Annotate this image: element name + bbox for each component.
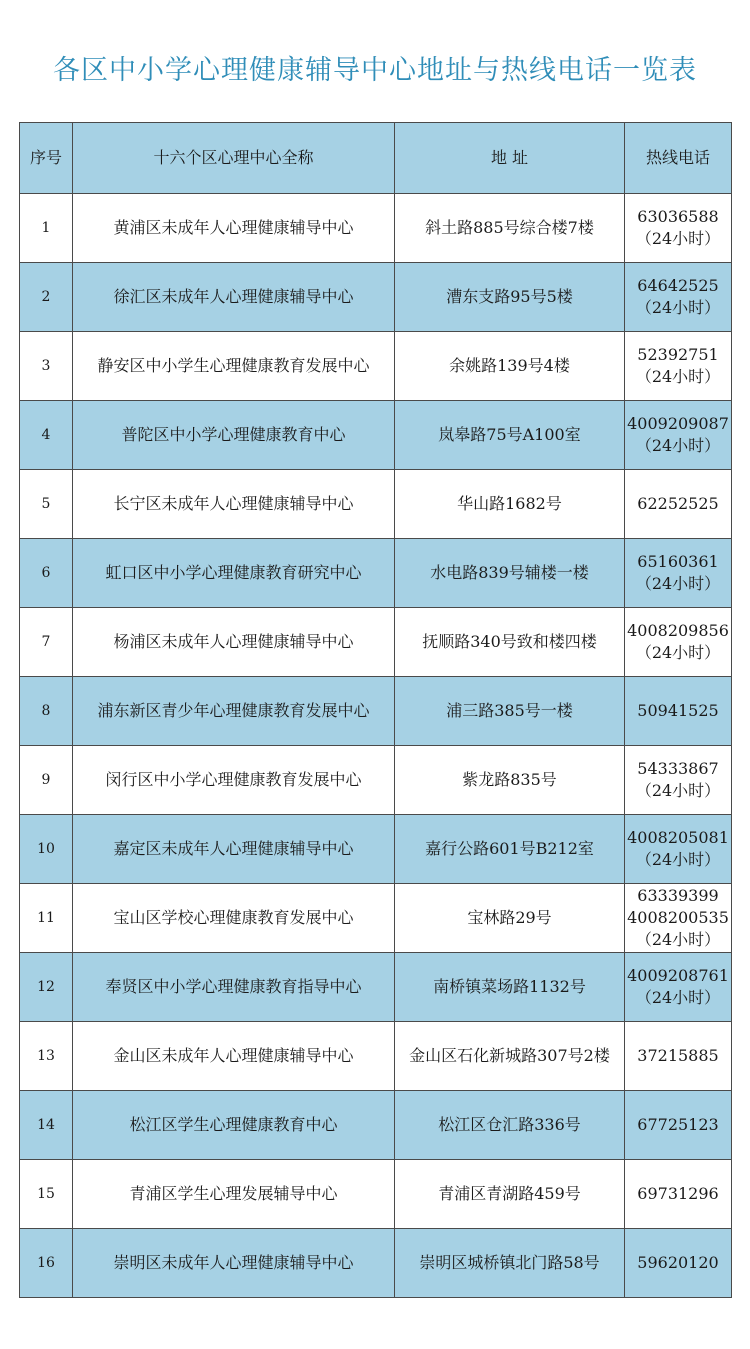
center-address: 斜土路885号综合楼7楼	[395, 194, 625, 263]
table-row	[20, 608, 732, 677]
row-number: 5	[20, 470, 73, 539]
hotline-line: （24小时）	[635, 643, 721, 662]
center-address: 宝林路29号	[395, 884, 625, 953]
hotline-cell	[625, 953, 732, 1022]
row-number: 16	[20, 1229, 73, 1298]
row-number: 6	[20, 539, 73, 608]
table-row	[20, 263, 732, 332]
row-number: 4	[20, 401, 73, 470]
table-row	[20, 194, 732, 263]
hotline-cell	[625, 332, 732, 401]
center-address: 紫龙路835号	[395, 746, 625, 815]
hotline-line: 37215885	[637, 1046, 719, 1065]
center-name: 杨浦区未成年人心理健康辅导中心	[73, 608, 395, 677]
center-address: 岚皋路75号A100室	[395, 401, 625, 470]
hotline-line: （24小时）	[635, 367, 721, 386]
center-name: 静安区中小学生心理健康教育发展中心	[73, 332, 395, 401]
center-name: 宝山区学校心理健康教育发展中心	[73, 884, 395, 953]
center-address: 嘉行公路601号B212室	[395, 815, 625, 884]
table-row	[20, 332, 732, 401]
hotline-line: 4008205081	[627, 828, 729, 847]
hotline-cell	[625, 608, 732, 677]
hotline-cell	[625, 1091, 732, 1160]
center-address: 华山路1682号	[395, 470, 625, 539]
row-number: 12	[20, 953, 73, 1022]
table-row	[20, 953, 732, 1022]
table-row	[20, 1229, 732, 1298]
hotline-line: 4008209856	[627, 621, 729, 640]
row-number: 2	[20, 263, 73, 332]
hotline-line: （24小时）	[635, 988, 721, 1007]
row-number: 1	[20, 194, 73, 263]
hotline-line: 52392751	[637, 345, 719, 364]
center-name: 普陀区中小学心理健康教育中心	[73, 401, 395, 470]
hotline-line: （24小时）	[635, 229, 721, 248]
table-row	[20, 815, 732, 884]
hotline-cell	[625, 884, 732, 953]
center-name: 松江区学生心理健康教育中心	[73, 1091, 395, 1160]
hotline-line: （24小时）	[635, 850, 721, 869]
hotline-cell	[625, 815, 732, 884]
center-name: 青浦区学生心理发展辅导中心	[73, 1160, 395, 1229]
table-row	[20, 1160, 732, 1229]
table-row	[20, 1091, 732, 1160]
row-number: 14	[20, 1091, 73, 1160]
center-name: 金山区未成年人心理健康辅导中心	[73, 1022, 395, 1091]
table-row	[20, 746, 732, 815]
center-name: 黄浦区未成年人心理健康辅导中心	[73, 194, 395, 263]
table-row	[20, 539, 732, 608]
page-title: 各区中小学心理健康辅导中心地址与热线电话一览表	[53, 55, 697, 86]
header-address: 地 址	[395, 123, 625, 194]
center-name: 长宁区未成年人心理健康辅导中心	[73, 470, 395, 539]
hotline-cell	[625, 401, 732, 470]
row-number: 10	[20, 815, 73, 884]
hotline-cell	[625, 194, 732, 263]
hotline-line: 63036588	[637, 207, 719, 226]
hotline-line: 59620120	[637, 1253, 719, 1272]
center-name: 徐汇区未成年人心理健康辅导中心	[73, 263, 395, 332]
table-row	[20, 470, 732, 539]
table-row	[20, 401, 732, 470]
hotline-line: 54333867	[637, 759, 719, 778]
row-number: 7	[20, 608, 73, 677]
center-address: 松江区仓汇路336号	[395, 1091, 625, 1160]
hotline-line: 64642525	[637, 276, 719, 295]
hotline-line: 63339399	[637, 886, 719, 905]
table-row	[20, 677, 732, 746]
hotline-line: （24小时）	[635, 930, 721, 949]
center-address: 崇明区城桥镇北门路58号	[395, 1229, 625, 1298]
hotline-line: （24小时）	[635, 781, 721, 800]
center-address: 青浦区青湖路459号	[395, 1160, 625, 1229]
hotline-table	[19, 122, 732, 1298]
header-hotline: 热线电话	[625, 123, 732, 194]
row-number: 13	[20, 1022, 73, 1091]
hotline-line: 4009208761	[627, 966, 729, 985]
table-header-row	[20, 123, 732, 194]
center-address: 余姚路139号4楼	[395, 332, 625, 401]
hotline-line: （24小时）	[635, 436, 721, 455]
hotline-cell	[625, 1022, 732, 1091]
center-address: 金山区石化新城路307号2楼	[395, 1022, 625, 1091]
hotline-line: 65160361	[637, 552, 719, 571]
row-number: 11	[20, 884, 73, 953]
table-row	[20, 884, 732, 953]
hotline-line: 62252525	[637, 494, 719, 513]
center-name: 虹口区中小学心理健康教育研究中心	[73, 539, 395, 608]
hotline-line: 69731296	[637, 1184, 719, 1203]
hotline-cell	[625, 677, 732, 746]
center-name: 崇明区未成年人心理健康辅导中心	[73, 1229, 395, 1298]
center-address: 浦三路385号一楼	[395, 677, 625, 746]
row-number: 8	[20, 677, 73, 746]
hotline-cell	[625, 539, 732, 608]
center-name: 闵行区中小学心理健康教育发展中心	[73, 746, 395, 815]
row-number: 3	[20, 332, 73, 401]
hotline-line: （24小时）	[635, 574, 721, 593]
hotline-cell	[625, 1229, 732, 1298]
row-number: 15	[20, 1160, 73, 1229]
hotline-line: 67725123	[637, 1115, 719, 1134]
center-name: 嘉定区未成年人心理健康辅导中心	[73, 815, 395, 884]
center-name: 浦东新区青少年心理健康教育发展中心	[73, 677, 395, 746]
hotline-line: 4009209087	[627, 414, 729, 433]
hotline-cell	[625, 263, 732, 332]
table-row	[20, 1022, 732, 1091]
hotline-cell	[625, 746, 732, 815]
center-name: 奉贤区中小学心理健康教育指导中心	[73, 953, 395, 1022]
center-address: 水电路839号辅楼一楼	[395, 539, 625, 608]
hotline-line: 50941525	[637, 701, 719, 720]
center-address: 漕东支路95号5楼	[395, 263, 625, 332]
hotline-line: （24小时）	[635, 298, 721, 317]
hotline-cell	[625, 1160, 732, 1229]
hotline-cell	[625, 470, 732, 539]
center-address: 抚顺路340号致和楼四楼	[395, 608, 625, 677]
row-number: 9	[20, 746, 73, 815]
header-number: 序号	[20, 123, 73, 194]
hotline-line: 4008200535	[627, 908, 729, 927]
center-address: 南桥镇菜场路1132号	[395, 953, 625, 1022]
header-center-name: 十六个区心理中心全称	[73, 123, 395, 194]
